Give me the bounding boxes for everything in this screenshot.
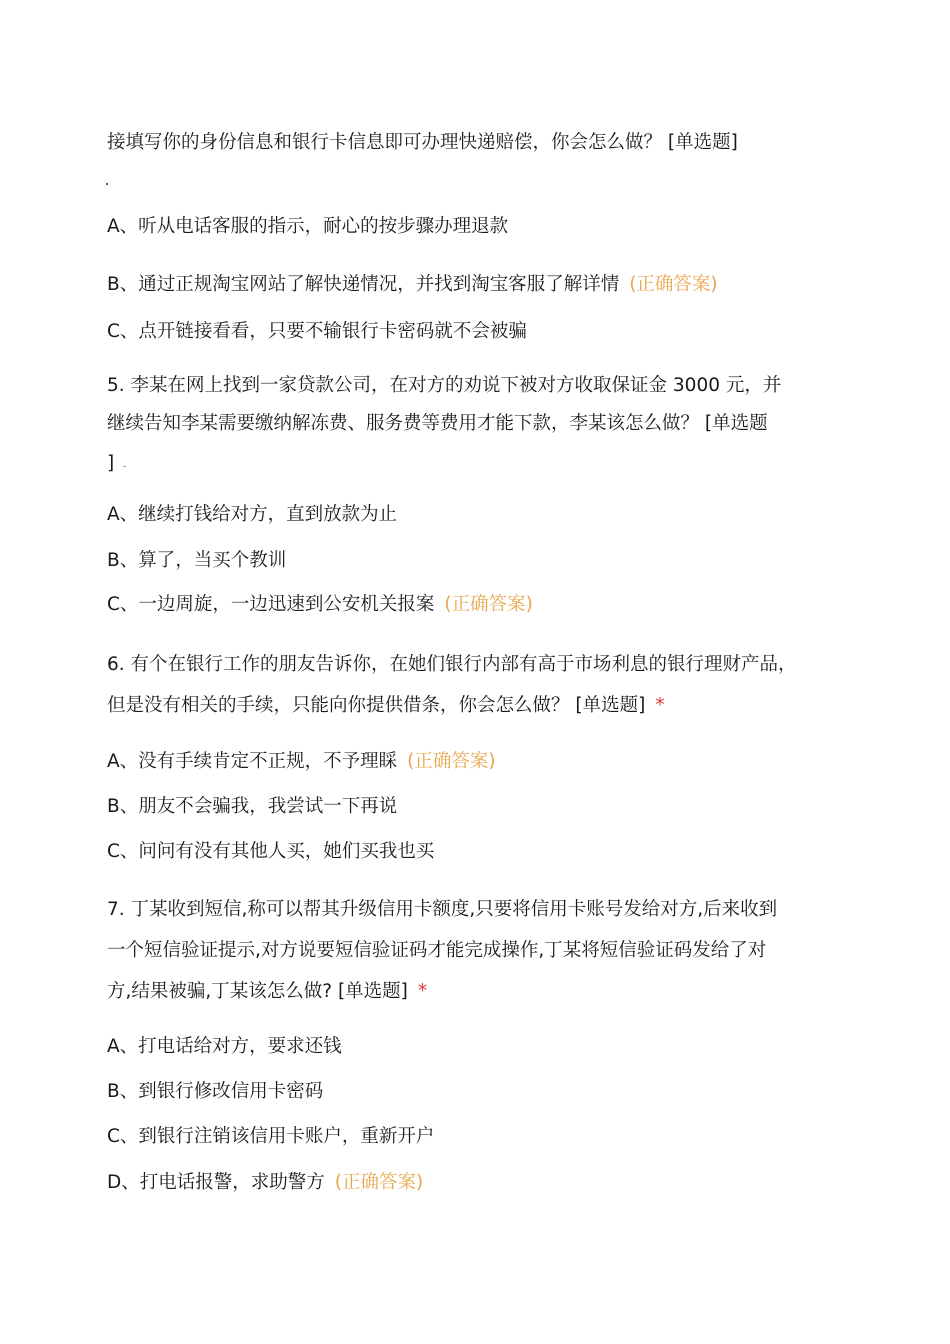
question-5-text-line: 继续告知李某需要缴纳解冻费、服务费等费用才能下款，李某该怎么做？ [单选题 xyxy=(107,413,768,434)
question-6-text-line: 6. 有个在银行工作的朋友告诉你，在她们银行内部有高于市场利息的银行理财产品， xyxy=(107,654,797,675)
required-asterisk: * xyxy=(417,981,428,1002)
question-7-option-c: C、到银行注销该信用卡账户，重新开户 xyxy=(107,1126,435,1147)
required-asterisk: * xyxy=(655,695,665,716)
question-5-option-c: C、一边周旋，一边迅速到公安机关报案 (正确答案) xyxy=(107,594,533,615)
question-6-option-b: B、朋友不会骗我，我尝试一下再说 xyxy=(107,796,398,817)
question-5-option-b: B、算了，当买个教训 xyxy=(107,550,287,571)
question-5-option-a: A、继续打钱给对方，直到放款为止 xyxy=(107,504,398,525)
correct-answer-label: (正确答案) xyxy=(444,594,533,615)
question-4-option-b: B、通过正规淘宝网站了解快递情况，并找到淘宝客服了解详情 (正确答案) xyxy=(107,274,718,295)
decorative-mark xyxy=(123,466,126,467)
question-4-option-a: A、听从电话客服的指示，耐心的按步骤办理退款 xyxy=(107,216,509,237)
question-7-text-line: 7. 丁某收到短信,称可以帮其升级信用卡额度,只要将信用卡账号发给对方,后来收到 xyxy=(107,899,778,920)
decorative-dot xyxy=(106,183,108,185)
question-7-text-line: 一个短信验证提示,对方说要短信验证码才能完成操作,丁某将短信验证码发给了对 xyxy=(107,940,767,961)
correct-answer-label: (正确答案) xyxy=(629,274,718,295)
question-4-text-line: 接填写你的身份信息和银行卡信息即可办理快递赔偿，你会怎么做？ [单选题] xyxy=(107,132,738,153)
question-5-text-line: 5. 李某在网上找到一家贷款公司，在对方的劝说下被对方收取保证金 3000 元，并 xyxy=(107,375,782,396)
question-4-option-c: C、点开链接看看，只要不输银行卡密码就不会被骗 xyxy=(107,321,527,342)
question-5-text-line: ] xyxy=(107,453,115,474)
question-7-option-b: B、到银行修改信用卡密码 xyxy=(107,1081,324,1102)
question-6-option-a: A、没有手续肯定不正规，不予理睬 (正确答案) xyxy=(107,751,496,772)
correct-answer-label: (正确答案) xyxy=(334,1172,424,1193)
question-7-option-a: A、打电话给对方，要求还钱 xyxy=(107,1036,342,1057)
question-6-text-line: 但是没有相关的手续，只能向你提供借条，你会怎么做？ [单选题] * xyxy=(107,695,665,716)
question-7-option-d: D、打电话报警，求助警方 (正确答案) xyxy=(107,1172,424,1193)
correct-answer-label: (正确答案) xyxy=(407,751,496,772)
question-7-text-line: 方,结果被骗,丁某该怎么做? [单选题] * xyxy=(107,981,428,1002)
question-6-option-c: C、问问有没有其他人买，她们买我也买 xyxy=(107,841,435,862)
